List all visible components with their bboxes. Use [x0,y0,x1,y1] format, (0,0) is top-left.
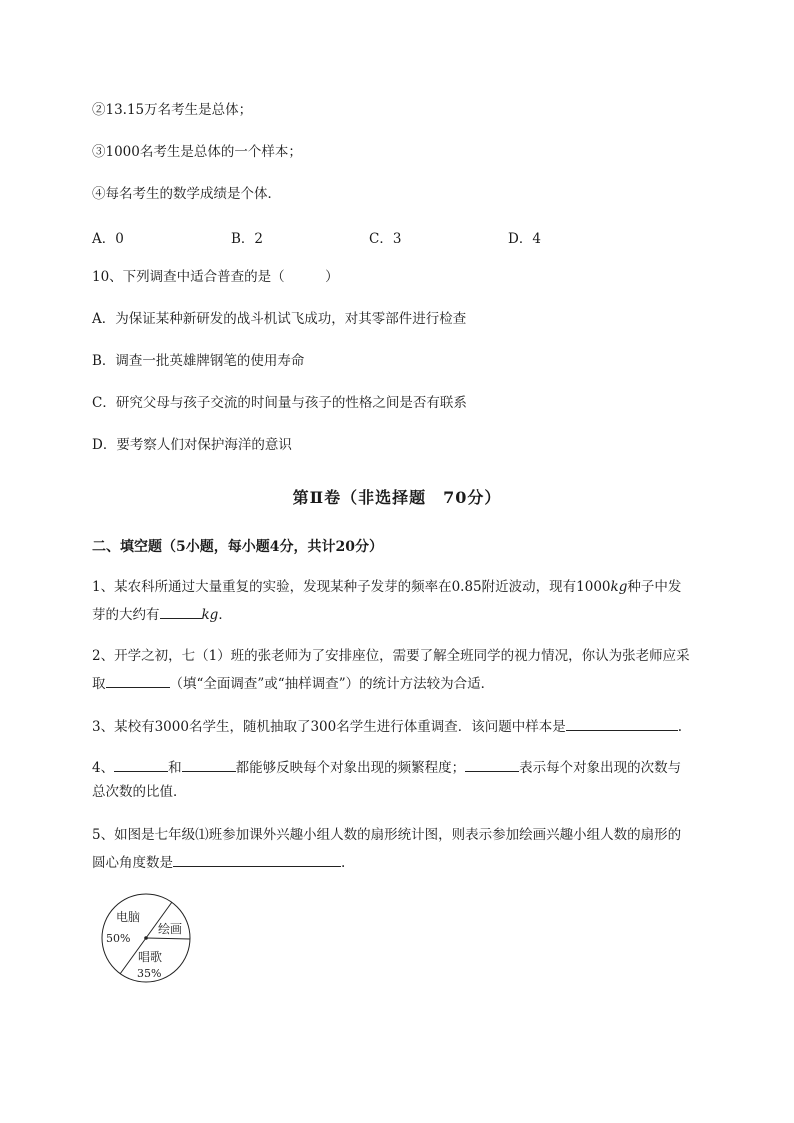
fill-4-text-d: 表示每个对象出现的次数与 [519,760,682,776]
fill-3-line-1 [92,716,682,736]
fill-1-text-a: 1、某农科所通过大量重复的实验，发现某种子发芽的频率在0.85附近波动，现有1000 [92,579,611,595]
fill-1-unit: kg [610,579,628,595]
pie-divider-right [146,938,190,939]
fill-1-text-c: 芽的大约有 [92,607,160,623]
q9-option-b: B．2 [231,231,264,247]
fill-1-text-d: ． [218,607,232,623]
fill-2-blank[interactable] [106,673,170,688]
fill-4-text-c: 都能够反映每个对象出现的频繁程度； [235,760,466,776]
statement-2: ②13.15万名考生是总体； [92,102,253,118]
fill-5-blank[interactable] [173,852,341,867]
fill-4-blank-1[interactable] [114,757,168,772]
fill-1-unit-2: kg [201,607,219,623]
pie-chart [92,893,212,993]
fill-5-line-1: 5、如图是七年级⑴班参加课外兴趣小组人数的扇形统计图，则表示参加绘画兴趣小组人数的扇形的 [92,827,682,843]
fill-3-text-b: . [677,719,683,735]
fill-3-text-a: 3、某校有3000名学生，随机抽取了300名学生进行体重调查．该问题中样本是 [92,719,566,735]
pie-pct-computer: 50% [106,932,131,945]
fill-2-text-b: 取 [92,676,106,692]
fill-1-blank[interactable] [160,604,202,619]
fill-3-blank[interactable] [566,716,678,731]
statement-4: ④每名考生的数学成绩是个体． [92,186,281,202]
fill-4-blank-2[interactable] [182,757,236,772]
pie-label-drawing: 绘画 [158,922,183,936]
fill-4-text-a: 4、 [92,760,115,776]
fill-1-text-b: 种子中发 [627,579,682,595]
fill-2-line-2 [92,673,494,693]
q10-option-a: A．为保证某种新研发的战斗机试飞成功，对其零部件进行检查 [92,311,467,327]
pie-label-computer: 电脑 [116,910,141,924]
pie-pct-singing: 35% [137,967,162,980]
fill-2-text-c: （填“全面调查”或“抽样调查”）的统计方法较为合适． [169,676,495,692]
pie-center [144,936,148,940]
fill-4-line-2: 总次数的比值． [92,784,187,800]
statement-3: ③1000名考生是总体的一个样本； [92,144,302,160]
q9-option-a: A．0 [92,231,124,247]
fill-4-text-b: 和 [168,760,182,776]
q10-option-c: C．研究父母与孩子交流的时间量与孩子的性格之间是否有联系 [92,395,467,411]
fill-2-line-1: 2、开学之初，七（1）班的张老师为了安排座位，需要了解全班同学的视力情况，你认为张老师应采 [92,648,690,664]
section-title: 第Ⅱ卷（非选择题 70分） [292,488,502,507]
q10-option-b: B．调查一批英雄牌钢笔的使用寿命 [92,353,305,369]
fill-5-line-2 [92,852,345,872]
pie-label-singing: 唱歌 [138,950,163,964]
fill-4-line-1 [92,757,681,777]
q10-option-d: D．要考察人们对保护海洋的意识 [92,437,292,453]
fill-4-blank-3[interactable] [465,757,519,772]
q10-stem: 10、下列调查中适合普查的是（ ） [92,269,339,285]
section-subtitle: 二、填空题（5小题，每小题4分，共计20分） [92,539,383,555]
q9-option-c: C．3 [369,231,402,247]
fill-5-text-c: . [341,855,346,871]
fill-5-text-b: 圆心角度数是 [92,855,173,871]
fill-1-line-2 [92,604,232,624]
q9-option-d: D．4 [508,231,541,247]
fill-1-line-1 [92,578,681,596]
